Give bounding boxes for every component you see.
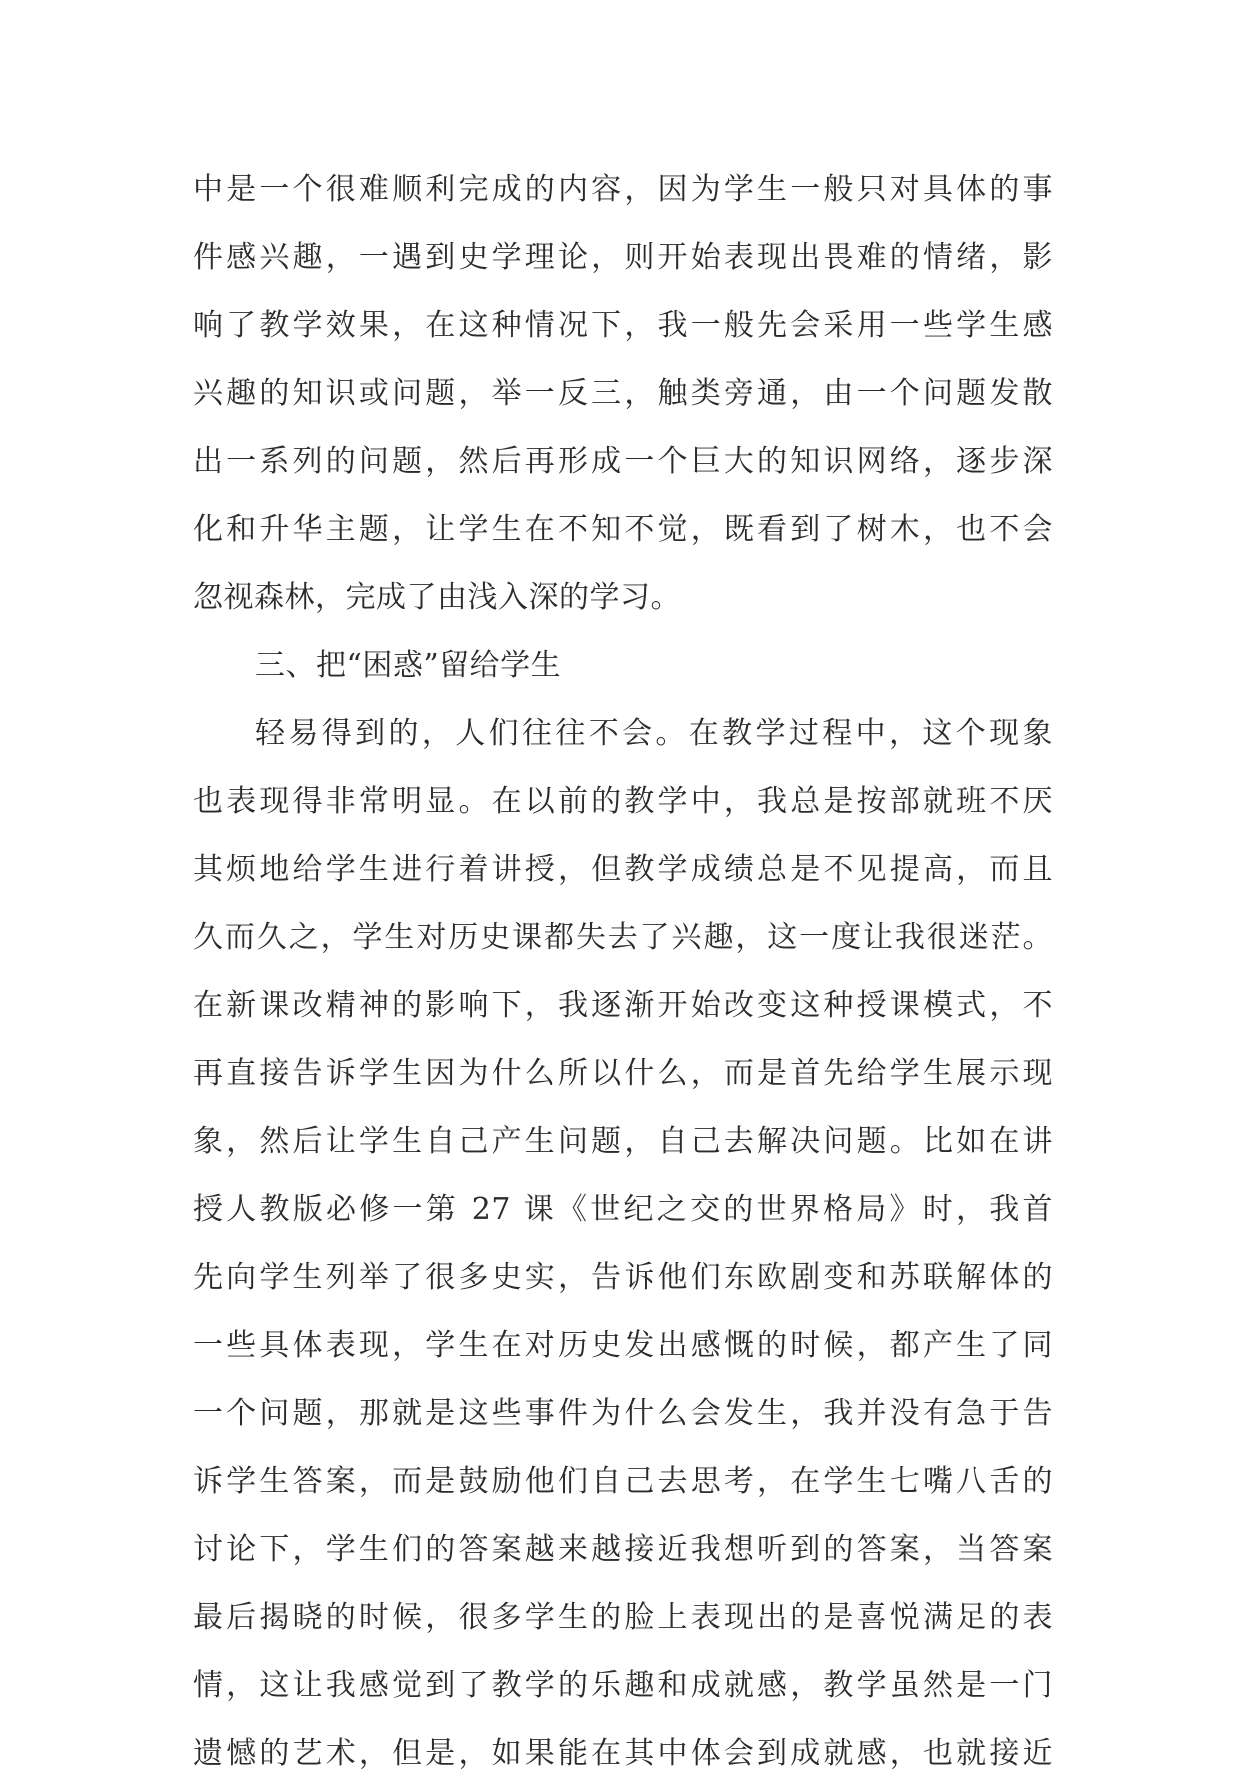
text-line: 忽视森林，完成了由浅入深的学习。 — [193, 580, 681, 615]
text-line: 其烦地给学生进行着讲授，但教学成绩总是不见提高，而且 — [193, 852, 1053, 887]
text-line: 在新课改精神的影响下，我逐渐开始改变这种授课模式，不 — [193, 988, 1053, 1023]
text-line: 化和升华主题，让学生在不知不觉，既看到了树木，也不会 — [193, 512, 1053, 547]
text-line: 讨论下，学生们的答案越来越接近我想听到的答案，当答案 — [193, 1532, 1053, 1567]
text-line: 一个问题，那就是这些事件为什么会发生，我并没有急于告 — [193, 1396, 1053, 1431]
text-line: 象，然后让学生自己产生问题，自己去解决问题。比如在讲 — [193, 1124, 1053, 1159]
section-heading: 三、把“困惑”留给学生 — [255, 648, 562, 683]
text-line: 再直接告诉学生因为什么所以什么，而是首先给学生展示现 — [193, 1056, 1053, 1091]
text-line: 情，这让我感觉到了教学的乐趣和成就感，教学虽然是一门 — [193, 1668, 1053, 1703]
text-line: 也表现得非常明显。在以前的教学中，我总是按部就班不厌 — [193, 784, 1053, 819]
text-line: 久而久之，学生对历史课都失去了兴趣，这一度让我很迷茫。 — [193, 920, 1053, 955]
text-line: 出一系列的问题，然后再形成一个巨大的知识网络，逐步深 — [193, 444, 1053, 479]
body-text — [193, 156, 1053, 1788]
text-line: 遗憾的艺术，但是，如果能在其中体会到成就感，也就接近 — [193, 1736, 1053, 1771]
text-line: 件感兴趣，一遇到史学理论，则开始表现出畏难的情绪，影 — [193, 240, 1053, 275]
text-line: 兴趣的知识或问题，举一反三，触类旁通，由一个问题发散 — [193, 376, 1053, 411]
text-line: 响了教学效果，在这种情况下，我一般先会采用一些学生感 — [193, 308, 1053, 343]
text-line: 轻易得到的，人们往往不会。在教学过程中，这个现象 — [255, 716, 1053, 751]
text-line: 中是一个很难顺利完成的内容，因为学生一般只对具体的事 — [193, 172, 1053, 207]
text-line: 诉学生答案，而是鼓励他们自己去思考，在学生七嘴八舌的 — [193, 1464, 1053, 1499]
text-line: 最后揭晓的时候，很多学生的脸上表现出的是喜悦满足的表 — [193, 1600, 1053, 1635]
text-line: 授人教版必修一第 27 课《世纪之交的世界格局》时，我首 — [193, 1192, 1053, 1227]
text-line: 一些具体表现，学生在对历史发出感慨的时候，都产生了同 — [193, 1328, 1053, 1363]
text-line: 先向学生列举了很多史实，告诉他们东欧剧变和苏联解体的 — [193, 1260, 1053, 1295]
